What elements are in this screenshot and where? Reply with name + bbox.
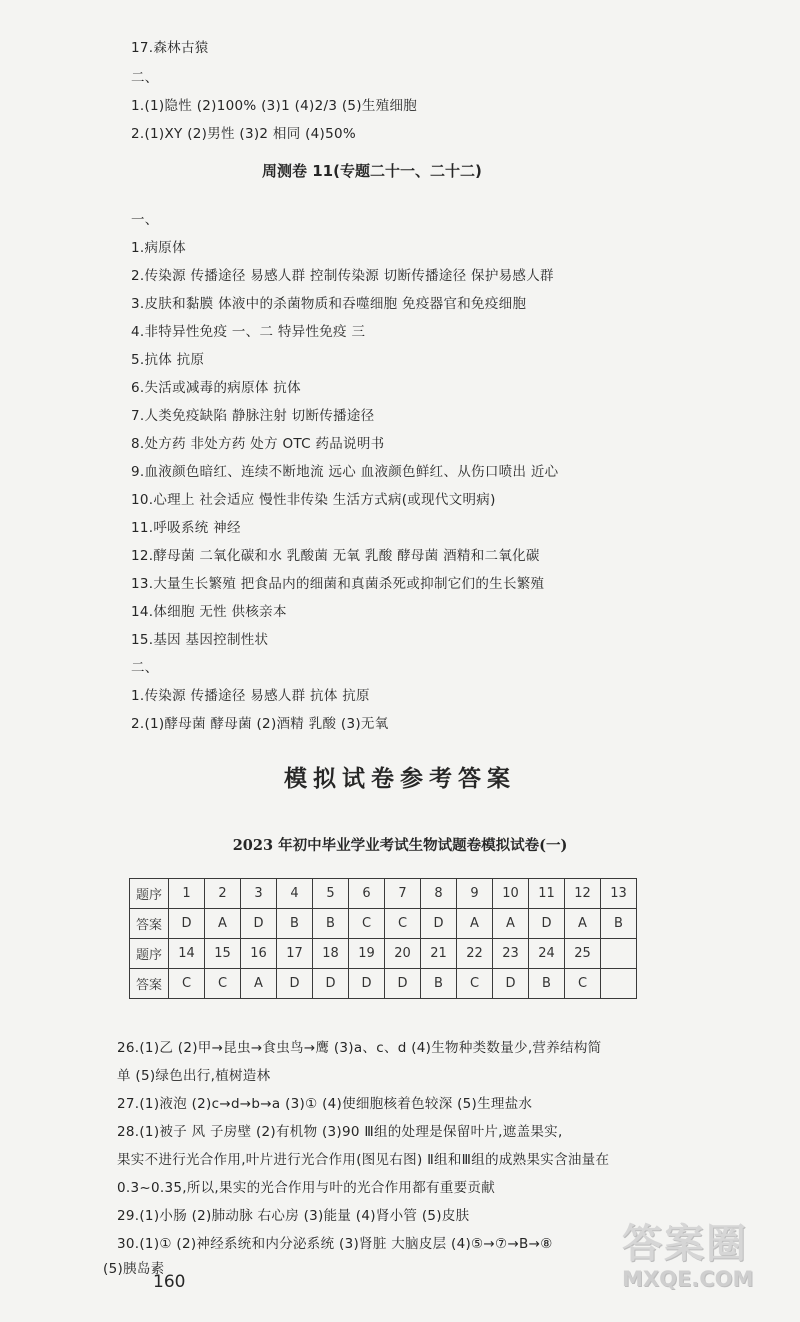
table-cell: 15 bbox=[205, 939, 241, 969]
table-cell: 21 bbox=[421, 939, 457, 969]
table-cell: 7 bbox=[385, 879, 421, 909]
answer-line: 12.酵母菌 二氧化碳和水 乳酸菌 无氧 乳酸 酵母菌 酒精和二氧化碳 bbox=[131, 548, 540, 564]
table-cell: C bbox=[349, 909, 385, 939]
table-cell: 5 bbox=[313, 879, 349, 909]
answer-line: 5.抗体 抗原 bbox=[131, 352, 205, 368]
table-cell bbox=[601, 969, 637, 999]
table-row bbox=[130, 969, 637, 999]
watermark-url: MXQE.COM bbox=[622, 1267, 754, 1291]
row-header-cell: 题序 bbox=[130, 939, 169, 969]
answer-line: 26.(1)乙 (2)甲→昆虫→食虫鸟→鹰 (3)a、c、d (4)生物种类数量少,营养结构简 bbox=[117, 1040, 602, 1056]
table-cell: 2 bbox=[205, 879, 241, 909]
answer-line: 1.传染源 传播途径 易感人群 抗体 抗原 bbox=[131, 688, 370, 704]
table-cell: D bbox=[169, 909, 205, 939]
table-cell: A bbox=[493, 909, 529, 939]
table-cell: 16 bbox=[241, 939, 277, 969]
table-cell: C bbox=[457, 969, 493, 999]
table-cell: A bbox=[457, 909, 493, 939]
answer-line: 9.血液颜色暗红、连续不断地流 远心 血液颜色鲜红、从伤口喷出 近心 bbox=[131, 464, 559, 480]
table-cell: 12 bbox=[565, 879, 601, 909]
table-cell: 13 bbox=[601, 879, 637, 909]
answer-line: 一、 bbox=[131, 212, 159, 228]
answer-line: 29.(1)小肠 (2)肺动脉 右心房 (3)能量 (4)肾小管 (5)皮肤 bbox=[117, 1208, 470, 1224]
answer-line: 13.大量生长繁殖 把食品内的细菌和真菌杀死或抑制它们的生长繁殖 bbox=[131, 576, 545, 592]
table-cell: B bbox=[601, 909, 637, 939]
table-cell: C bbox=[205, 969, 241, 999]
table-row bbox=[130, 909, 637, 939]
table-cell: 6 bbox=[349, 879, 385, 909]
table-cell: B bbox=[313, 909, 349, 939]
table-cell: 23 bbox=[493, 939, 529, 969]
table-row bbox=[130, 939, 637, 969]
table-cell: 1 bbox=[169, 879, 205, 909]
answer-line: 二、 bbox=[131, 660, 159, 676]
main-heading: 模拟试卷参考答案 bbox=[284, 765, 516, 792]
answer-line: 二、 bbox=[131, 70, 159, 86]
answer-line: 3.皮肤和黏膜 体液中的杀菌物质和吞噬细胞 免疫器官和免疫细胞 bbox=[131, 296, 527, 312]
watermark-text: 答案圈 bbox=[622, 1221, 748, 1267]
watermark-logo bbox=[622, 1222, 784, 1312]
table-cell: D bbox=[313, 969, 349, 999]
table-cell: 3 bbox=[241, 879, 277, 909]
table-cell: D bbox=[385, 969, 421, 999]
table-cell: 25 bbox=[565, 939, 601, 969]
table-cell: B bbox=[529, 969, 565, 999]
answer-line: 单 (5)绿色出行,植树造林 bbox=[117, 1068, 271, 1084]
answer-line: 27.(1)液泡 (2)c→d→b→a (3)① (4)使细胞核着色较深 (5)生理盐水 bbox=[117, 1096, 533, 1112]
answer-line: 0.3~0.35,所以,果实的光合作用与叶的光合作用都有重要贡献 bbox=[117, 1180, 496, 1196]
table-cell: B bbox=[421, 969, 457, 999]
answer-line: 1.病原体 bbox=[131, 240, 186, 256]
table-cell: 14 bbox=[169, 939, 205, 969]
table-cell: 9 bbox=[457, 879, 493, 909]
table-cell: C bbox=[385, 909, 421, 939]
table-cell: B bbox=[277, 909, 313, 939]
answer-line: 30.(1)① (2)神经系统和内分泌系统 (3)肾脏 大脑皮层 (4)⑤→⑦→B→⑧ bbox=[117, 1236, 553, 1252]
table-cell bbox=[601, 939, 637, 969]
table-cell: 18 bbox=[313, 939, 349, 969]
table-cell: 24 bbox=[529, 939, 565, 969]
table-cell: C bbox=[169, 969, 205, 999]
answer-line: 14.体细胞 无性 供核亲本 bbox=[131, 604, 287, 620]
table-cell: 19 bbox=[349, 939, 385, 969]
answer-line: (5)胰岛素 bbox=[103, 1261, 165, 1277]
table-cell: D bbox=[277, 969, 313, 999]
answer-line: 2.(1)XY (2)男性 (3)2 相同 (4)50% bbox=[131, 126, 357, 142]
answer-line: 1.(1)隐性 (2)100% (3)1 (4)2/3 (5)生殖细胞 bbox=[131, 98, 418, 114]
table-cell: 4 bbox=[277, 879, 313, 909]
row-header-cell: 答案 bbox=[130, 909, 169, 939]
answer-line: 果实不进行光合作用,叶片进行光合作用(图见右图) Ⅱ组和Ⅲ组的成熟果实含油量在 bbox=[117, 1152, 610, 1168]
table-cell: 22 bbox=[457, 939, 493, 969]
answer-line: 11.呼吸系统 神经 bbox=[131, 520, 241, 536]
table-cell: D bbox=[493, 969, 529, 999]
answer-line: 8.处方药 非处方药 处方 OTC 药品说明书 bbox=[131, 436, 385, 452]
table-cell: C bbox=[565, 969, 601, 999]
page-number: 160 bbox=[153, 1272, 186, 1292]
answer-line: 7.人类免疫缺陷 静脉注射 切断传播途径 bbox=[131, 408, 375, 424]
answer-line: 2.传染源 传播途径 易感人群 控制传染源 切断传播途径 保护易感人群 bbox=[131, 268, 554, 284]
answer-line: 15.基因 基因控制性状 bbox=[131, 632, 269, 648]
table-cell: 11 bbox=[529, 879, 565, 909]
table-cell: D bbox=[421, 909, 457, 939]
table-cell: 8 bbox=[421, 879, 457, 909]
table-cell: 20 bbox=[385, 939, 421, 969]
table-cell: A bbox=[565, 909, 601, 939]
table-cell: A bbox=[205, 909, 241, 939]
table-cell: D bbox=[349, 969, 385, 999]
table-row bbox=[130, 879, 637, 909]
answer-table bbox=[129, 878, 637, 999]
table-cell: D bbox=[529, 909, 565, 939]
row-header-cell: 题序 bbox=[130, 879, 169, 909]
table-cell: 17 bbox=[277, 939, 313, 969]
answer-line: 4.非特异性免疫 一、二 特异性免疫 三 bbox=[131, 324, 366, 340]
answer-line: 6.失活或减毒的病原体 抗体 bbox=[131, 380, 301, 396]
section-title: 周测卷 11(专题二十一、二十二) bbox=[262, 162, 482, 180]
answer-line: 17.森林古猿 bbox=[131, 40, 209, 56]
answer-line: 28.(1)被子 风 子房壁 (2)有机物 (3)90 Ⅲ组的处理是保留叶片,遮盖果实, bbox=[117, 1124, 563, 1140]
table-cell: 10 bbox=[493, 879, 529, 909]
answer-line: 10.心理上 社会适应 慢性非传染 生活方式病(或现代文明病) bbox=[131, 492, 496, 508]
row-header-cell: 答案 bbox=[130, 969, 169, 999]
table-cell: A bbox=[241, 969, 277, 999]
answer-line: 2.(1)酵母菌 酵母菌 (2)酒精 乳酸 (3)无氧 bbox=[131, 716, 389, 732]
exam-title: 2023 年初中毕业学业考试生物试题卷模拟试卷(一) bbox=[232, 837, 568, 854]
table-cell: D bbox=[241, 909, 277, 939]
